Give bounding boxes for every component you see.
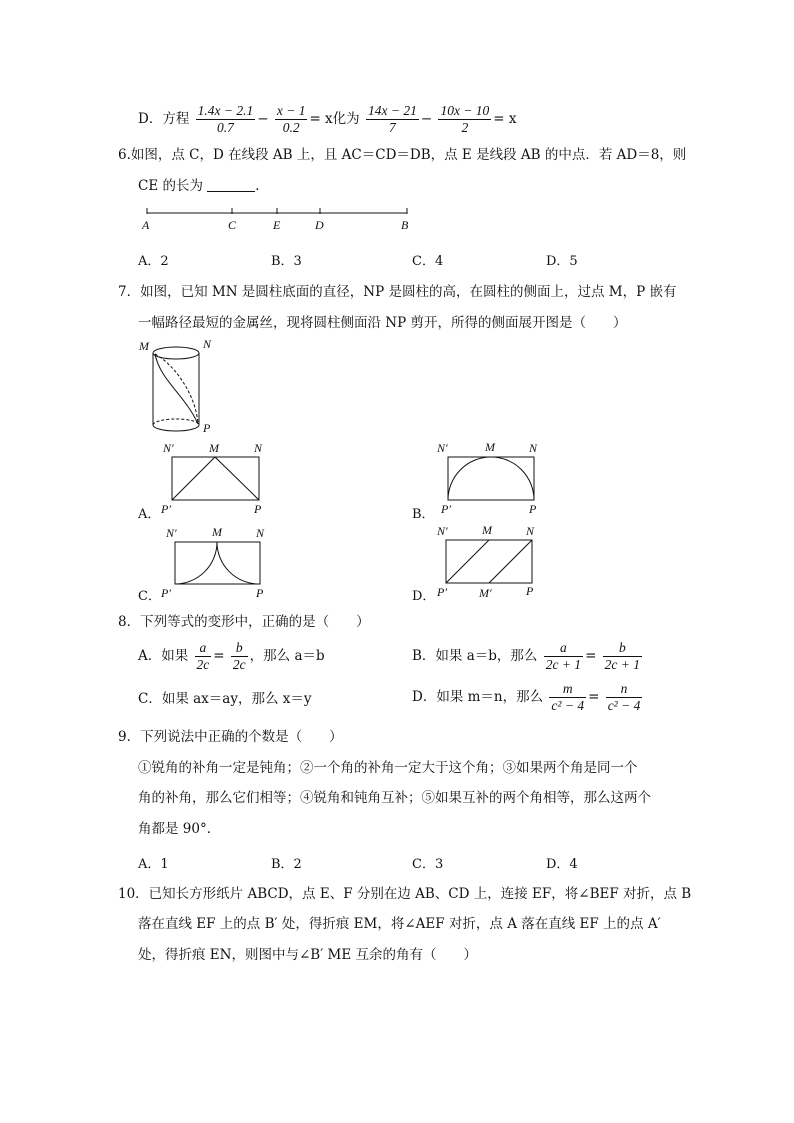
d-label-tl: N′ (437, 524, 448, 538)
q8-option-a[interactable] (138, 640, 325, 673)
q5d-mid-text: = x化为 (309, 111, 360, 127)
q9-body-3: 角都是 90°． (138, 821, 221, 837)
q8a-pre: A．如果 (138, 648, 189, 664)
q10-stem-line-2: 落在直线 EF 上的点 B′ 处，得折痕 EM，将∠AEF 对折，点 A 落在直线 EF 上的点 A′ (138, 916, 661, 932)
q8a-eq: = (213, 648, 225, 664)
q7-stem-line-2: 一幅路径最短的金属丝，现将圆柱侧面沿 NP 剪开，所得的侧面展开图是（ ） (138, 315, 627, 331)
q8d-pre: D．如果 m＝n，那么 (412, 689, 544, 705)
d-label-br: P (526, 584, 534, 598)
q7-stem-line-1: 7．如图，已知 MN 是圆柱底面的直径，NP 是圆柱的高，在圆柱的侧面上，过点 M，P 嵌有 (118, 284, 677, 300)
b-label-tm: M (485, 440, 495, 454)
q7-option-d[interactable]: D． (412, 589, 436, 604)
c-label-tr: N (256, 526, 265, 540)
d-label-tr: N (526, 524, 535, 538)
q8-stem: 8．下列等式的变形中，正确的是（ ） (118, 614, 370, 630)
q8a-fraction-1: $\frac{a}{2c}$ (196, 640, 210, 672)
b-label-br: P (529, 502, 537, 516)
a-label-tm: M (209, 441, 219, 455)
cyl-label-p: P (203, 421, 211, 435)
c-label-br: P (256, 586, 264, 600)
c-label-bl: P′ (161, 586, 171, 600)
q8d-fraction-1: $\frac{m}{\text{c² − 4}}$ (551, 681, 585, 713)
q9-option-d[interactable]: D．4 (546, 857, 578, 872)
q5d-fraction-3: $\frac{14x - 21}{7}$ (367, 103, 417, 135)
d-label-bm: M′ (479, 586, 492, 600)
cyl-label-m: M (139, 339, 149, 353)
q7-option-a[interactable]: A． (138, 507, 161, 522)
q10-stem-line-1: 10．已知长方形纸片 ABCD，点 E、F 分别在边 AB、CD 上，连接 EF，将∠BEF 对折，点 B (118, 886, 692, 902)
d-label-tm: M (482, 523, 492, 537)
q8a-post: ，那么 a＝b (249, 648, 325, 664)
point-c-label: C (228, 218, 237, 232)
b-label-tl: N′ (437, 441, 448, 455)
q5d-minus-2: − (420, 111, 433, 127)
q7-option-c[interactable]: C． (138, 589, 161, 604)
a-label-br: P (254, 502, 262, 516)
q8a-fraction-2: $\frac{b}{2c}$ (232, 640, 246, 672)
q8b-eq: = (585, 648, 597, 664)
q9-body-2: 角的补角，那么它们相等；④锐角和钝角互补；⑤如果互补的两个角相等，那么这两个 (138, 790, 651, 806)
q5d-minus: − (257, 111, 269, 127)
a-label-bl: P′ (161, 502, 171, 516)
point-d-label: D (315, 218, 324, 232)
q8b-pre: B．如果 a＝b，那么 (412, 648, 538, 664)
c-label-tl: N′ (166, 526, 177, 540)
q9-stem: 9．下列说法中正确的个数是（ ） (118, 729, 343, 745)
q9-option-c[interactable]: C．3 (412, 857, 444, 872)
q8b-fraction-2: $\frac{b}{2c + 1}$ (604, 640, 641, 672)
a-label-tr: N (254, 441, 263, 455)
q5d-label: D．方程 (138, 111, 190, 127)
q6-stem-line-1: 6.如图，点 C，D 在线段 AB 上，且 AC＝CD＝DB，点 E 是线段 AB 的中点．若 AD＝8，则 (118, 147, 687, 163)
c-label-tm: M (212, 525, 222, 539)
q9-option-b[interactable]: B．2 (271, 857, 302, 872)
q8-option-d[interactable] (412, 681, 644, 714)
q8-option-c[interactable]: C．如果 ax＝ay，那么 x＝y (138, 691, 312, 707)
point-b-label: B (401, 218, 409, 232)
q6-option-c[interactable]: C．4 (412, 254, 444, 269)
q5d-fraction-1: $\frac{1.4x - 2.1}{0.7}$ (197, 103, 254, 135)
q10-stem-line-3: 处，得折痕 EN，则图中与∠B′ ME 互余的角有（ ） (138, 947, 478, 963)
q6-option-a[interactable]: A．2 (138, 254, 169, 269)
q8b-fraction-1: $\frac{a}{2c + 1}$ (545, 640, 582, 672)
b-label-tr: N (529, 441, 538, 455)
point-a-label: A (142, 218, 150, 232)
q6-line2-end: ． (255, 178, 269, 194)
q6-option-b[interactable]: B．3 (271, 254, 302, 269)
q8d-fraction-2: $\frac{n}{\text{c² − 4}}$ (607, 681, 641, 713)
q5d-fraction-4: $\frac{10x - 10}{2}$ (440, 103, 490, 135)
q6-option-d[interactable]: D．5 (546, 254, 578, 269)
q7-option-b[interactable]: B． (412, 507, 435, 522)
q9-body-1: ①锐角的补角一定是钝角；②一个角的补角一定大于这个角；③如果两个角是同一个 (138, 760, 638, 776)
cyl-label-n: N (203, 337, 212, 351)
q6-line2-text: CE 的长为 (138, 178, 203, 194)
d-label-bl: P′ (437, 585, 447, 599)
q9-option-a[interactable]: A．1 (138, 857, 169, 872)
point-e-label: E (273, 218, 281, 232)
q5d-fraction-2: $\frac{x - 1}{0.2}$ (276, 103, 306, 135)
q5d-end: = x (493, 111, 517, 127)
a-label-tl: N′ (163, 441, 174, 455)
q8d-eq: = (588, 689, 600, 705)
b-label-bl: P′ (441, 502, 451, 516)
q8-option-b[interactable] (412, 640, 644, 673)
